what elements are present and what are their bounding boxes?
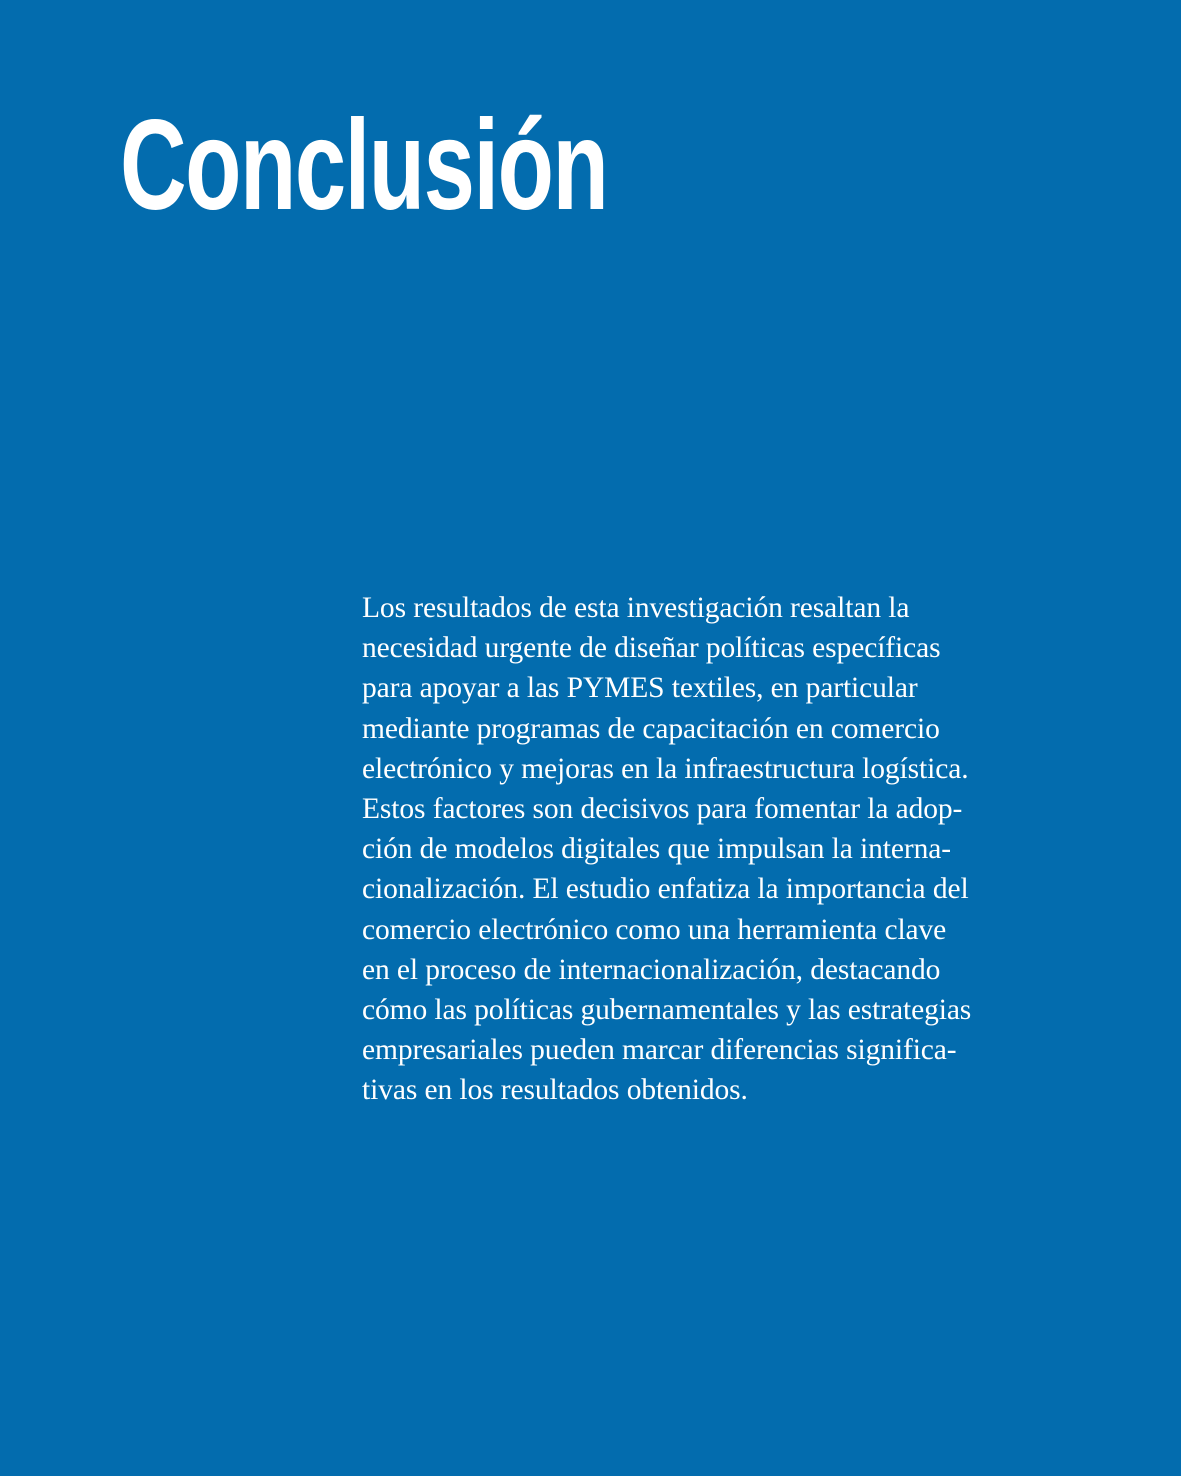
paragraph-line: en el proceso de internacionalización, destacando — [362, 953, 941, 986]
paragraph-line: Los resultados de esta investigación resaltan la — [362, 592, 910, 624]
paragraph-line: cómo las políticas gubernamentales y las estrategias — [362, 994, 972, 1027]
conclusion-paragraph — [362, 588, 1042, 1111]
paragraph-line: mediante programas de capacitación en comercio — [362, 712, 940, 745]
page-title: Conclusión — [120, 94, 608, 237]
paragraph-line: tivas en los resultados obtenidos. — [362, 1074, 748, 1107]
paragraph-line: empresariales pueden marcar diferencias significa- — [362, 1034, 957, 1067]
paragraph-line: electrónico y mejoras en la infraestructura logística. — [362, 752, 969, 785]
paragraph-line: Estos factores son decisivos para fomentar la adop- — [362, 793, 963, 826]
paragraph-line: necesidad urgente de diseñar políticas específicas — [362, 632, 941, 665]
paragraph-line: comercio electrónico como una herramienta clave — [362, 913, 947, 946]
paragraph-line: cionalización. El estudio enfatiza la importancia del — [362, 873, 969, 906]
paragraph-line: para apoyar a las PYMES textiles, en particular — [362, 672, 918, 705]
paragraph-line: ción de modelos digitales que impulsan la interna- — [362, 833, 951, 866]
